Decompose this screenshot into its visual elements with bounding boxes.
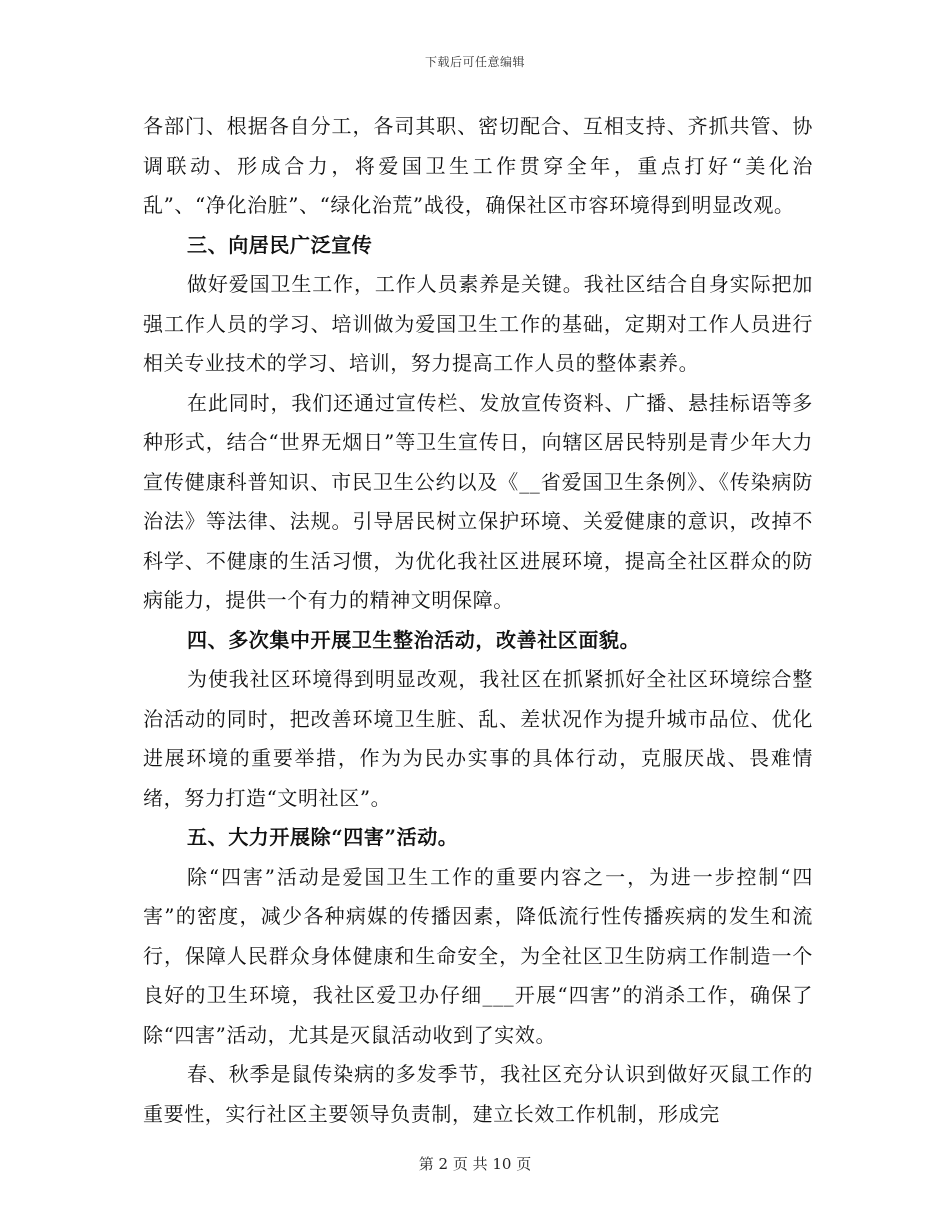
- document-body: [143, 107, 813, 1134]
- page-footer: 第 2 页 共 10 页: [418, 1155, 532, 1173]
- body-paragraph: 做好爱国卫生工作，工作人员素养是关键。我社区结合自身实际把加强工作人员的学习、培训做为爱国卫生工作的基础，定期对工作人员进行相关专业技术的学习、培训，努力提高工作人员的整体素养。: [143, 272, 813, 375]
- section-heading-4: 四、多次集中开展卫生整治活动，改善社区面貌。: [187, 627, 641, 652]
- section-heading-3: 三、向居民广泛宣传: [187, 232, 373, 257]
- page-header: 下载后可任意编辑: [424, 55, 525, 69]
- body-paragraph: 各部门、根据各自分工，各司其职、密切配合、互相支持、齐抓共管、协调联动、形成合力，将爱国卫生工作贯穿全年，重点打好“美化治乱”、“净化治脏”、“绿化治荒”战役，确保社区市容环境得到明显改观。: [143, 114, 813, 217]
- body-paragraph: 除“四害”活动是爱国卫生工作的重要内容之一，为进一步控制“四害”的密度，减少各种病媒的传播因素，降低流行性传播疾病的发生和流行，保障人民群众身体健康和生命安全，为全社区卫生防病工作制造一个良好的卫生环境，我社区爱卫办仔细___开展“四害”的消杀工作，确保了除“四害”活动，尤其是灭鼠活动收到了实效。: [143, 864, 813, 1047]
- section-heading-5: 五、大力开展除“四害”活动。: [187, 825, 459, 849]
- body-paragraph: 春、秋季是鼠传染病的多发季节，我社区充分认识到做好灭鼠工作的重要性，实行社区主要领导负责制，建立长效工作机制，形成完: [143, 1062, 813, 1126]
- body-paragraph: 在此同时，我们还通过宣传栏、发放宣传资料、广播、悬挂标语等多种形式，结合“世界无烟日”等卫生宣传日，向辖区居民特别是青少年大力宣传健康科普知识、市民卫生公约以及《__省爱国卫生条例》、《传染病防治法》等法律、法规。引导居民树立保护环境、关爱健康的意识，改掉不科学、不健康的生活习惯，为优化我社区进展环境，提高全社区群众的防病能力，提供一个有力的精神文明保障。: [143, 390, 813, 612]
- body-paragraph: 为使我社区环境得到明显改观，我社区在抓紧抓好全社区环境综合整治活动的同时，把改善环境卫生脏、乱、差状况作为提升城市品位、优化进展环境的重要举措，作为为民办实事的具体行动，克服厌战、畏难情绪，努力打造“文明社区”。: [143, 667, 813, 810]
